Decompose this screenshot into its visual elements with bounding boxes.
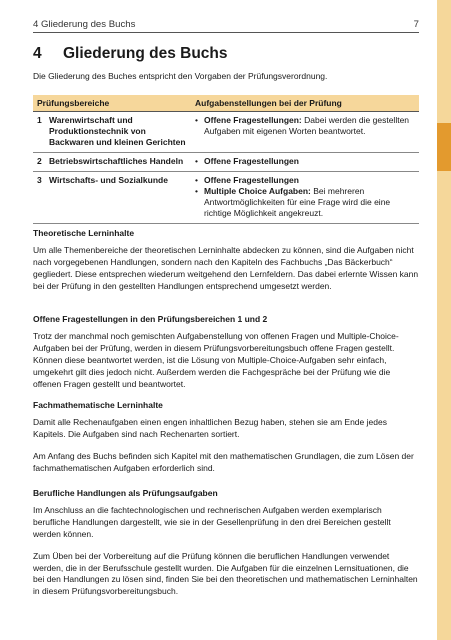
task-item: • Offene Fragestellungen [195,156,299,166]
chapter-number: 4 [33,45,42,62]
table-row [33,172,419,224]
task-item: • Multiple Choice Aufgaben: Bei mehreren Antwortmöglichkeiten für eine Frage wird die eine richtige Möglichkeit angekreuzt. [195,186,391,218]
table-row [33,153,419,172]
section-heading: Theoretische Lerninhalte [33,228,135,238]
bullet-icon: • [195,175,198,185]
task-item: • Offene Fragestellungen [195,175,299,185]
section-heading: Offene Fragestellungen in den Prüfungsbereichen 1 und 2 [33,314,268,324]
section-math [33,400,419,475]
task-item: • Offene Fragestellungen: Dabei werden die gestellten Aufgaben mit eigenen Worten beantwortet. [195,115,410,136]
margin-tab-upper [437,0,451,123]
paragraph: Um alle Themenbereiche der theoretischen Lerninhalte abdecken zu können, sind die Aufgaben nicht nach vorgegebenen Handlungen, sondern nach den Kapiteln des Fachbuchs „Das Bäckerbuch“ gegliedert. Diese entsprechen wiederum weitgehend den Lernfeldern. Das dabei erlernte Wissen kann bei der Prüfung in den gestellten Handlungen entsprechend umgesetzt werden. [33,244,419,291]
running-head-title: 4 Gliederung des Buchs [33,19,136,30]
bullet-icon: • [195,156,198,166]
section-open-questions [33,314,419,390]
table-header-tasks: Aufgabenstellungen bei der Prüfung [191,95,419,112]
bullet-icon: • [195,186,198,196]
paragraph: Damit alle Rechenaufgaben einen engen inhaltlichen Bezug haben, stehen sie am Ende jedes Kapitels. Die Aufgaben sind nach Rechenarten sortiert. [33,416,387,439]
section-professional-actions [33,488,419,598]
table-row [33,112,419,153]
exam-area: Wirtschafts- und Sozialkunde [49,175,168,185]
paragraph: Im Anschluss an die fachtechnologischen und rechnerischen Aufgaben werden exemplarisch berufliche Handlungen dargestellt, wie sie in der Gesellenprüfung in den drei Bereichen gestellt werden können. [33,504,391,539]
running-head [33,19,419,33]
margin-tab-lower [437,171,451,640]
section-heading: Fachmathematische Lerninhalte [33,400,163,410]
row-number: 3 [37,175,42,185]
row-number: 2 [37,156,42,166]
section-theory [33,228,419,293]
page-number: 7 [413,19,419,30]
exam-area: Warenwirtschaft und Produktionstechnik von Backwaren und kleinen Gerichten [49,115,186,147]
paragraph: Am Anfang des Buchs befinden sich Kapitel mit den mathematischen Grundlagen, die zum Lösen der fachmathematischen Aufgaben erforderlich sind. [33,450,414,473]
chapter-title: Gliederung des Buchs [63,45,228,62]
section-heading: Berufliche Handlungen als Prüfungsaufgaben [33,488,218,498]
margin-tab-marker [437,123,451,171]
intro-text: Die Gliederung des Buches entspricht den Vorgaben der Prüfungsverordnung. [33,71,328,81]
chapter-heading [33,45,228,63]
bullet-icon: • [195,115,198,125]
table-header-area: Prüfungsbereiche [33,95,191,112]
exam-area: Betriebswirtschaftliches Handeln [49,156,184,166]
row-number: 1 [37,115,42,125]
paragraph: Trotz der manchmal noch gemischten Aufgabenstellung von offenen Fragen und Multiple-Choice-Aufgaben bei der Prüfung, werden in diesem Prüfungsvorbereitungsbuch offene Fragen gestellt. Können diese beantwortet werden, ist die Lösung von Multiple-Choice-Aufgaben sehr einfach, umgekehrt gilt dies jedoch nicht. Außerdem werden die Fachgespräche bei der Prüfung wie die offenen Fragen gestellt und beantwortet. [33,330,399,389]
exam-table [33,95,419,224]
paragraph: Zum Üben bei der Vorbereitung auf die Prüfung können die beruflichen Handlungen verwendet werden, die in der Berufsschule gestellt wurden. Die Aufgaben für die einzelnen Lernsituationen, die bei den Handlungen zu lösen sind, finden Sie bei den theoretischen und mathematischen Lerninhalten in diesem Prüfungsvorbereitungsbuch. [33,550,418,597]
